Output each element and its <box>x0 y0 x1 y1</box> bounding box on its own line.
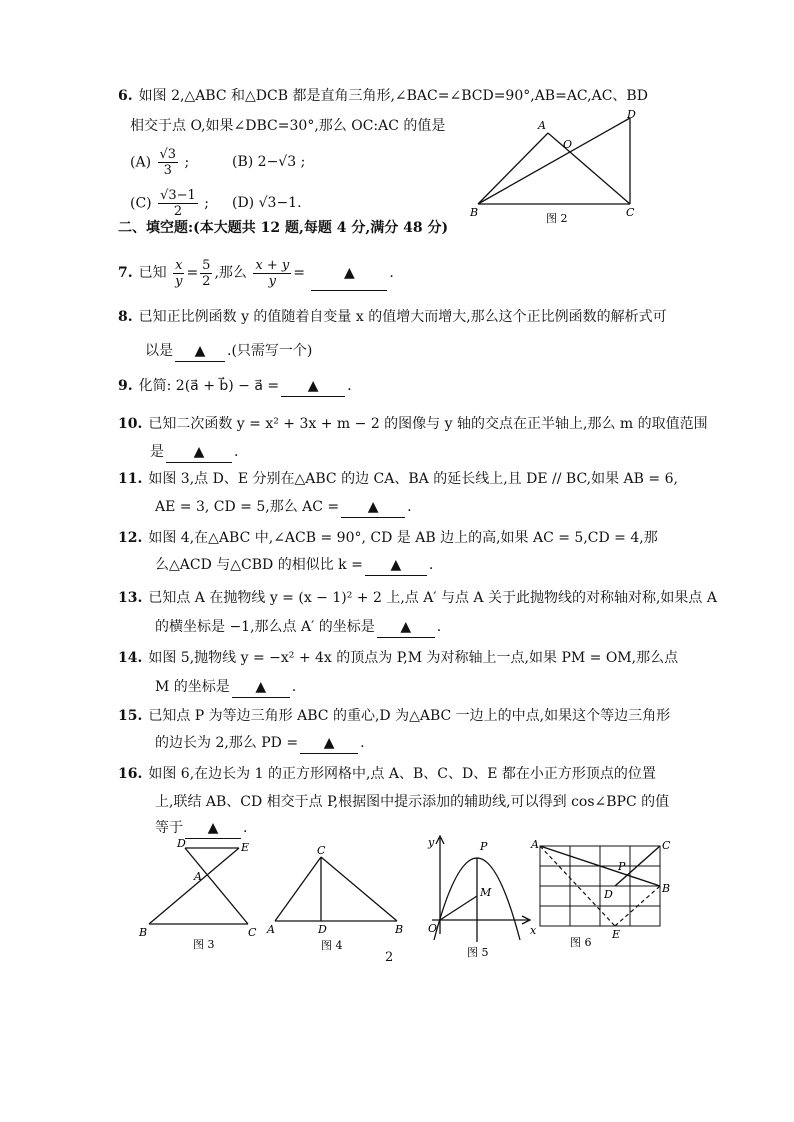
q6-option-b: (B) 2−√3 ; <box>232 154 306 170</box>
figure-6 <box>528 838 678 956</box>
q6-line2 <box>130 116 445 136</box>
q10-line2: 是 ▲ . <box>150 442 238 463</box>
figure-caption: 图 5 <box>467 946 489 959</box>
q16-line2: 上,联结 AB、CD 相交于点 P,根据图中提示添加的辅助线,可以得到 cos∠BPC 的值 <box>155 794 670 810</box>
figure-2 <box>468 108 648 230</box>
q7: 7. 已知 $\frac{x}{y}$ = $\frac{5}{2}$ ,那么 $\frac{x + y}{y}$ = ▲ . <box>118 256 394 291</box>
label-b: B <box>395 923 404 936</box>
answer-blank: ▲ <box>175 341 225 362</box>
figure-caption: 图 6 <box>570 936 592 949</box>
label-a: A <box>267 923 275 936</box>
figure-caption: 图 2 <box>546 212 568 225</box>
question-number: 7. <box>118 265 133 281</box>
q16-line1: 16. 如图 6,在边长为 1 的正方形网格中,点 A、B、C、D、E 都在小正方形顶点的位置 <box>118 766 656 782</box>
question-number: 15. <box>118 708 143 724</box>
label-c: C <box>317 844 326 857</box>
label-b: B <box>470 206 479 219</box>
segment-om <box>440 896 477 920</box>
figure-5 <box>422 830 542 960</box>
label-m: M <box>480 886 492 899</box>
label-b: B <box>662 882 671 895</box>
question-number: 16. <box>118 766 143 782</box>
question-number: 9. <box>118 378 133 394</box>
page-number: 2 <box>385 950 394 965</box>
q6-option-c: (C) $\frac{√3-1}{2}$ ; <box>130 188 209 219</box>
label-e: E <box>612 928 621 941</box>
q11-line1: 11. 如图 3,点 D、E 分别在△ABC 的边 CA、BA 的延长线上,且 DE // BC,如果 AB = 6, <box>118 471 678 487</box>
question-number: 8. <box>118 309 133 325</box>
answer-blank: ▲ <box>281 376 345 397</box>
label-d: D <box>604 888 613 901</box>
q13-line1: 13. 已知点 A 在抛物线 y = (x − 1)² + 2 上,点 A′ 与点 A 关于此抛物线的对称轴对称,如果点 A <box>118 590 717 606</box>
label-a: A <box>194 870 202 883</box>
question-number: 10. <box>118 416 143 432</box>
q6-text-1: 如图 2,△ABC 和△DCB 都是直角三角形,∠BAC=∠BCD=90°,AB=AC,AC、BD <box>138 88 648 104</box>
label-a: A <box>538 119 546 132</box>
answer-blank: ▲ <box>232 677 290 698</box>
section-title: 二、填空题:(本大题共 12 题,每题 4 分,满分 48 分) <box>118 220 449 236</box>
fraction: $\frac{x + y}{y}$ <box>255 257 290 289</box>
question-number: 12. <box>118 530 143 546</box>
q8-line1: 8. 已知正比例函数 y 的值随着自变量 x 的值增大而增大,那么这个正比例函数的解析式可 <box>118 309 667 325</box>
segment-cb <box>321 857 397 921</box>
fraction: $\frac{x}{y}$ <box>175 257 183 289</box>
fraction: $\frac{√3}{3}$ <box>159 147 177 178</box>
q6-option-d: (D) √3−1. <box>232 195 302 211</box>
label-b: B <box>139 926 148 939</box>
label-x: x <box>530 924 537 937</box>
grid <box>540 846 660 926</box>
q15-line2: 的边长为 2,那么 PD = ▲ . <box>155 733 365 754</box>
label-d: D <box>627 108 636 121</box>
label-a: A <box>531 838 539 851</box>
q6-text-2: 相交于点 O,如果∠DBC=30°,那么 OC:AC 的值是 <box>130 118 446 134</box>
segment-ba <box>478 133 548 204</box>
figure-4 <box>265 843 415 955</box>
q6-line1 <box>118 86 648 106</box>
q9: 9. 化简: 2(a⃗ + b⃗) − a⃗ = ▲ . <box>118 376 352 397</box>
fraction: $\frac{√3-1}{2}$ <box>160 188 196 219</box>
answer-blank: ▲ <box>300 733 358 754</box>
answer-blank: ▲ <box>311 256 387 291</box>
label-y: y <box>428 836 435 849</box>
q14-line2: M 的坐标是 ▲ . <box>155 677 296 698</box>
label-c: C <box>248 926 257 939</box>
label-e: E <box>241 841 250 854</box>
question-number: 13. <box>118 590 143 606</box>
label-c: C <box>626 206 635 219</box>
label-o: O <box>428 922 438 935</box>
answer-blank: ▲ <box>341 497 405 518</box>
answer-blank: ▲ <box>377 617 435 638</box>
label-p: P <box>618 860 626 873</box>
figure-3 <box>135 836 265 956</box>
fraction: $\frac{5}{2}$ <box>202 257 211 289</box>
q10-line1: 10. 已知二次函数 y = x² + 3x + m − 2 的图像与 y 轴的交点在正半轴上,那么 m 的取值范围 <box>118 416 708 432</box>
answer-blank: ▲ <box>365 555 427 576</box>
q16-line3: 等于 ▲ . <box>155 818 247 839</box>
figure-caption: 图 3 <box>193 938 215 951</box>
q14-line1: 14. 如图 5,抛物线 y = −x² + 4x 的顶点为 P,M 为对称轴上一点,如果 PM = OM,那么点 <box>118 650 679 666</box>
q6-option-a: (A) $\frac{√3}{3}$ ; <box>130 147 190 178</box>
question-number: 6. <box>118 88 133 104</box>
question-number: 11. <box>118 471 143 487</box>
q8-line2: 以是 ▲ .(只需写一个) <box>145 341 312 362</box>
label-c: C <box>662 839 671 852</box>
answer-blank: ▲ <box>185 818 241 839</box>
segment-ac <box>275 857 321 921</box>
figure-caption: 图 4 <box>321 939 343 952</box>
q15-line1: 15. 已知点 P 为等边三角形 ABC 的重心,D 为△ABC 一边上的中点,如果这个等边三角形 <box>118 708 671 724</box>
label-d: D <box>318 923 327 936</box>
q13-line2: 的横坐标是 −1,那么点 A′ 的坐标是 ▲ . <box>155 617 441 638</box>
q12-line2: 么△ACD 与△CBD 的相似比 k = ▲ . <box>155 555 433 576</box>
label-d: D <box>177 837 186 850</box>
answer-blank: ▲ <box>166 442 232 463</box>
question-number: 14. <box>118 650 143 666</box>
q11-line2: AE = 3, CD = 5,那么 AC = ▲ . <box>155 497 412 518</box>
label-p: P <box>480 840 488 853</box>
q12-line1: 12. 如图 4,在△ABC 中,∠ACB = 90°, CD 是 AB 边上的高,如果 AC = 5,CD = 4,那 <box>118 530 658 546</box>
label-o: O <box>563 138 573 151</box>
segment-bd <box>478 118 630 204</box>
segment-ac <box>548 133 630 204</box>
